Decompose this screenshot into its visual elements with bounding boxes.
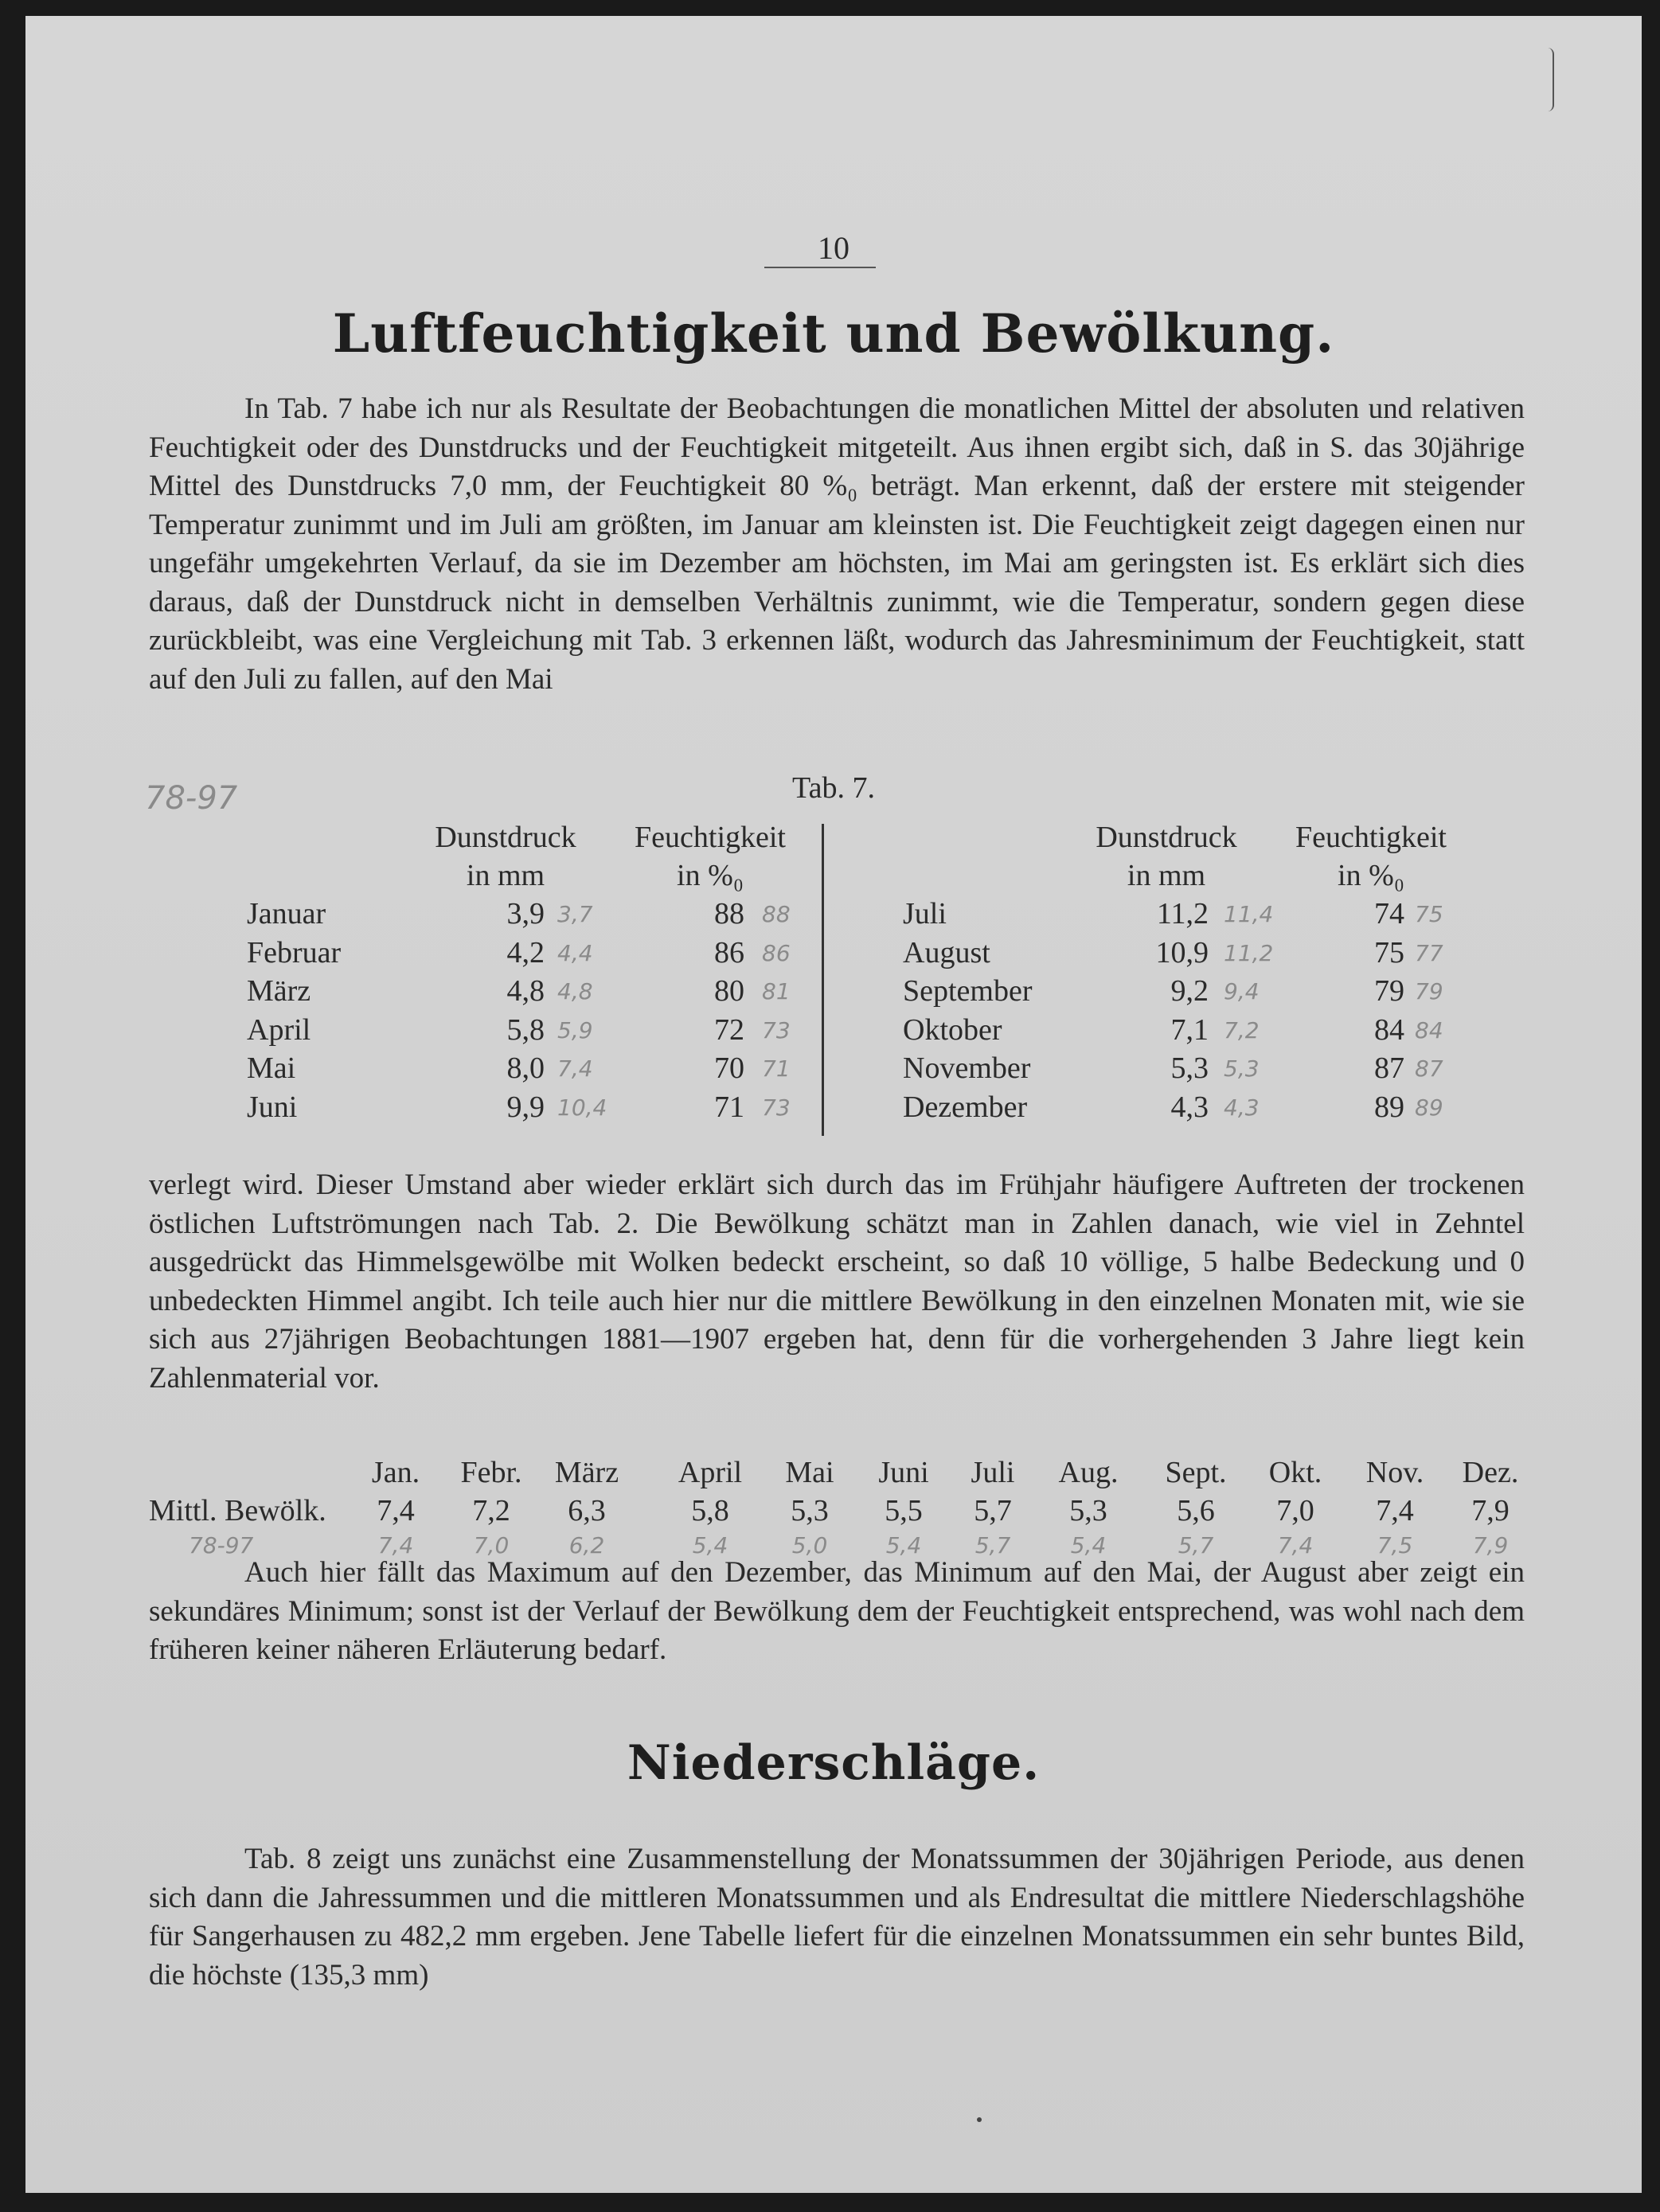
cloudiness-value: 7,4 xyxy=(1376,1494,1414,1527)
document-page xyxy=(25,16,1642,2193)
cloudiness-pencil-note: 7,0 xyxy=(473,1532,510,1559)
cloudiness-month-header: April xyxy=(678,1456,743,1489)
table7-month-cell: Oktober xyxy=(903,1012,1002,1047)
paragraph-cloud-method: verlegt wird. Dieser Umstand aber wieder erklärt sich durch das im Frühjahr häufigere Auftreten der trockenen östlichen Luftströmungen nach Tab. 2. Die Bewölkung schätzt man in Zahlen danach, wie viel in Zehntel ausgedrückt das Himmelsgewölbe mit Wolken bedeckt erscheint, so daß 10 völlige, 5 halbe Bedeckung und 0 unbedeckten Himmel angibt. Ich teile auch hier nur die mittlere Bewölkung in den einzelnen Monaten mit, wie sie sich aus 27jährigen Beobachtungen 1881—1907 ergeben hat, denn für die vorhergehenden 3 Jahre liegt kein Zahlenmaterial vor. xyxy=(149,1168,1525,1395)
cloudiness-pencil-note: 5,4 xyxy=(692,1532,728,1559)
header-feucht-unit: in %₀ xyxy=(677,859,744,892)
cloudiness-value: 7,0 xyxy=(1276,1494,1314,1527)
cloudiness-month-header: Sept. xyxy=(1165,1456,1227,1489)
table7-dunst-cell: 9,9 xyxy=(506,1090,545,1124)
table7-feucht-pencil-note: 77 xyxy=(1415,939,1443,966)
table7-dunst-pencil-note: 11,2 xyxy=(1224,939,1274,966)
table7-dunst-pencil-note: 11,4 xyxy=(1224,901,1274,927)
table7-feucht-pencil-note: 87 xyxy=(1415,1055,1443,1082)
header-dunst-unit: in mm xyxy=(466,859,545,892)
cloudiness-value: 6,3 xyxy=(568,1494,606,1527)
paragraph-cloud-discussion: Auch hier fällt das Maximum auf den Dezember, das Minimum auf den Mai, der August aber zeigt ein sekundäres Minimum; sonst ist der Verlauf der Bewölkung dem der Feuchtigkeit entsprechend, was wohl nach dem früheren keiner näheren Erläuterung bedarf. xyxy=(149,1556,1525,1666)
table7-dunst-pencil-note: 4,3 xyxy=(1224,1094,1260,1121)
cloudiness-month-header: Dez. xyxy=(1462,1456,1519,1489)
table7-feucht-pencil-note: 79 xyxy=(1415,978,1443,1005)
table7-header-feucht-right xyxy=(1267,818,1474,895)
table7-dunst-cell: 7,1 xyxy=(1170,1012,1209,1047)
table7-month-cell: August xyxy=(903,935,990,969)
cloudiness-value: 5,3 xyxy=(1069,1494,1107,1527)
paragraph-precipitation: Tab. 8 zeigt uns zunächst eine Zusammenstellung der Monatssummen der 30jährigen Periode, aus denen sich dann die Jahressummen und die mittleren Monatssummen und als Endresultat die mittlere Niederschlagshöhe für Sangerhausen zu 482,2 mm ergeben. Jene Tabelle liefert für die einzelnen Monatssummen ein sehr buntes Bild, die höchste (135,3 mm) xyxy=(149,1843,1525,1992)
table7-dunst-cell: 8,0 xyxy=(506,1051,545,1085)
table7-feucht-cell: 74 xyxy=(1374,897,1404,930)
cloudiness-pencil-note: 7,9 xyxy=(1472,1532,1509,1559)
table7-feucht-cell: 80 xyxy=(714,974,744,1008)
cloudiness-pencil-note: 7,4 xyxy=(1277,1532,1314,1559)
table7-feucht-pencil-note: 75 xyxy=(1415,901,1443,927)
cloudiness-pencil-note: 5,4 xyxy=(885,1532,922,1559)
table7-feucht-pencil-note: 81 xyxy=(762,978,791,1005)
table7-divider xyxy=(822,824,824,1136)
table7-dunst-cell: 4,2 xyxy=(506,935,545,969)
section-title-humidity: Luftfeuchtigkeit und Bewölkung. xyxy=(332,302,1335,365)
header-feucht-label: Feuchtigkeit xyxy=(1295,821,1447,854)
table7-feucht-cell: 70 xyxy=(714,1051,744,1085)
table7-feucht-pencil-note: 73 xyxy=(762,1094,791,1121)
cloudiness-month-header: Aug. xyxy=(1058,1456,1119,1489)
cloudiness-pencil-note: 5,7 xyxy=(1178,1532,1214,1559)
table7-feucht-pencil-note: 88 xyxy=(762,901,791,927)
table7-month-cell: Juni xyxy=(247,1090,298,1124)
table7-dunst-pencil-note: 3,7 xyxy=(557,901,593,927)
table7-dunst-cell: 9,2 xyxy=(1170,974,1209,1008)
table7-dunst-cell: 5,3 xyxy=(1170,1051,1209,1085)
cloudiness-month-header: Juli xyxy=(971,1456,1015,1489)
page-number: 10 xyxy=(818,230,850,266)
table7-dunst-pencil-note: 5,3 xyxy=(1224,1055,1260,1082)
table7-feucht-cell: 88 xyxy=(714,897,744,930)
table7-month-cell: März xyxy=(247,974,311,1008)
cloudiness-pencil-note: 5,7 xyxy=(975,1532,1011,1559)
cloudiness-pencil-note: 7,4 xyxy=(377,1532,414,1559)
header-dunst-unit: in mm xyxy=(1127,859,1206,892)
cloudiness-month-header: Jan. xyxy=(371,1456,420,1489)
table7-feucht-pencil-note: 71 xyxy=(762,1055,791,1082)
table7-feucht-cell: 84 xyxy=(1374,1012,1404,1047)
table7-month-cell: Februar xyxy=(247,935,342,969)
table7-feucht-pencil-note: 89 xyxy=(1415,1094,1443,1121)
cloudiness-value: 5,3 xyxy=(791,1494,829,1527)
cloudiness-month-header: Nov. xyxy=(1365,1456,1424,1489)
table7-dunst-cell: 10,9 xyxy=(1155,935,1209,969)
table7-dunst-cell: 4,8 xyxy=(506,974,545,1008)
header-dunst-label: Dunstdruck xyxy=(435,821,576,854)
cloudiness-pencil-label: 78-97 xyxy=(189,1532,254,1559)
table7-month-cell: September xyxy=(903,974,1033,1008)
cloudiness-pencil-note: 7,5 xyxy=(1377,1532,1413,1559)
cloudiness-value: 7,2 xyxy=(472,1494,510,1527)
paragraph-intro: In Tab. 7 habe ich nur als Resultate der Beobachtungen die monatlichen Mittel der absoluten und relativen Feuchtigkeit oder des Dunstdrucks und der Feuchtigkeit mitgeteilt. Aus ihnen ergibt sich, daß in S. das 30jährige Mittel des Dunstdrucks 7,0 mm, der Feuchtigkeit 80 %₀ beträgt. Man erkennt, daß der erstere mit steigender Temperatur zunimmt und im Juli am größten, im Januar am kleinsten ist. Die Feuchtigkeit zeigt dagegen einen nur ungefähr umgekehrten Verlauf, da sie im Dezember am höchsten, im Mai am geringsten ist. Es erklärt sich dies daraus, daß der Dunstdruck nicht in demselben Verhältnis zunimmt, wie die Temperatur, sondern gegen diese zurückbleibt, was eine Vergleichung mit Tab. 3 erkennen läßt, wodurch das Jahresminimum der Feuchtigkeit, statt auf den Juli zu fallen, auf den Mai xyxy=(149,392,1525,696)
table7-dunst-cell: 4,3 xyxy=(1170,1090,1209,1124)
cloudiness-month-header: Okt. xyxy=(1268,1456,1322,1489)
table7-dunst-pencil-note: 9,4 xyxy=(1224,978,1260,1005)
table7-dunst-pencil-note: 7,2 xyxy=(1224,1016,1260,1044)
table7-dunst-cell: 11,2 xyxy=(1156,897,1209,930)
cloudiness-month-header: Mai xyxy=(785,1456,834,1489)
table7-caption: Tab. 7. xyxy=(792,771,875,805)
table7-dunst-pencil-note: 7,4 xyxy=(557,1055,593,1082)
cloudiness-pencil-note: 5,4 xyxy=(1070,1532,1107,1559)
table7-dunst-cell: 3,9 xyxy=(506,897,545,930)
table7-feucht-cell: 79 xyxy=(1374,974,1404,1008)
table7-month-cell: Mai xyxy=(247,1051,296,1085)
cloudiness-value: 5,8 xyxy=(691,1494,729,1527)
cloudiness-value: 5,7 xyxy=(974,1494,1012,1527)
edge-scratch xyxy=(1548,48,1554,111)
table7-dunst-pencil-note: 10,4 xyxy=(557,1094,607,1121)
table7-feucht-cell: 75 xyxy=(1374,935,1404,969)
table7-month-cell: November xyxy=(903,1051,1031,1085)
table7-dunst-pencil-note: 5,9 xyxy=(557,1016,593,1044)
table7-feucht-cell: 89 xyxy=(1374,1090,1404,1124)
table7-feucht-cell: 71 xyxy=(714,1090,744,1124)
page-number-rule xyxy=(764,267,876,268)
table7-feucht-pencil-note: 84 xyxy=(1415,1016,1443,1044)
table7-header-dunst-right xyxy=(1075,818,1258,895)
cloudiness-row-label: Mittl. Bewölk. xyxy=(149,1494,326,1527)
table7-header-feucht-left xyxy=(607,818,814,895)
cloudiness-pencil-note: 6,2 xyxy=(568,1532,605,1559)
cloudiness-month-header: März xyxy=(554,1456,619,1489)
cloudiness-value: 5,6 xyxy=(1177,1494,1215,1527)
cloudiness-value: 7,9 xyxy=(1471,1494,1510,1527)
table7-feucht-pencil-note: 86 xyxy=(762,939,791,966)
cloudiness-pencil-note: 5,0 xyxy=(791,1532,828,1559)
cloudiness-value: 5,5 xyxy=(885,1494,923,1527)
table7-feucht-cell: 87 xyxy=(1374,1051,1404,1085)
cloudiness-month-header: Febr. xyxy=(460,1456,522,1489)
table7-dunst-cell: 5,8 xyxy=(506,1012,545,1047)
table7-dunst-pencil-note: 4,4 xyxy=(557,939,593,966)
table7-header-dunst-left xyxy=(414,818,597,895)
table7-dunst-pencil-note: 4,8 xyxy=(557,978,593,1005)
table7-pencil-note: 78-97 xyxy=(145,780,238,817)
header-feucht-unit: in %₀ xyxy=(1338,859,1404,892)
header-dunst-label: Dunstdruck xyxy=(1096,821,1237,854)
table7-month-cell: Januar xyxy=(247,897,326,930)
table7-month-cell: Juli xyxy=(903,897,947,930)
table7-month-cell: Dezember xyxy=(903,1090,1028,1124)
table7-month-cell: April xyxy=(247,1012,311,1047)
header-feucht-label: Feuchtigkeit xyxy=(635,821,786,854)
table7-feucht-cell: 86 xyxy=(714,935,744,969)
section-title-precipitation: Niederschläge. xyxy=(627,1735,1041,1791)
table7-feucht-pencil-note: 73 xyxy=(762,1016,791,1044)
speck xyxy=(977,2117,982,2122)
table7-feucht-cell: 72 xyxy=(714,1012,744,1047)
cloudiness-month-header: Juni xyxy=(878,1456,929,1489)
cloudiness-value: 7,4 xyxy=(377,1494,415,1527)
